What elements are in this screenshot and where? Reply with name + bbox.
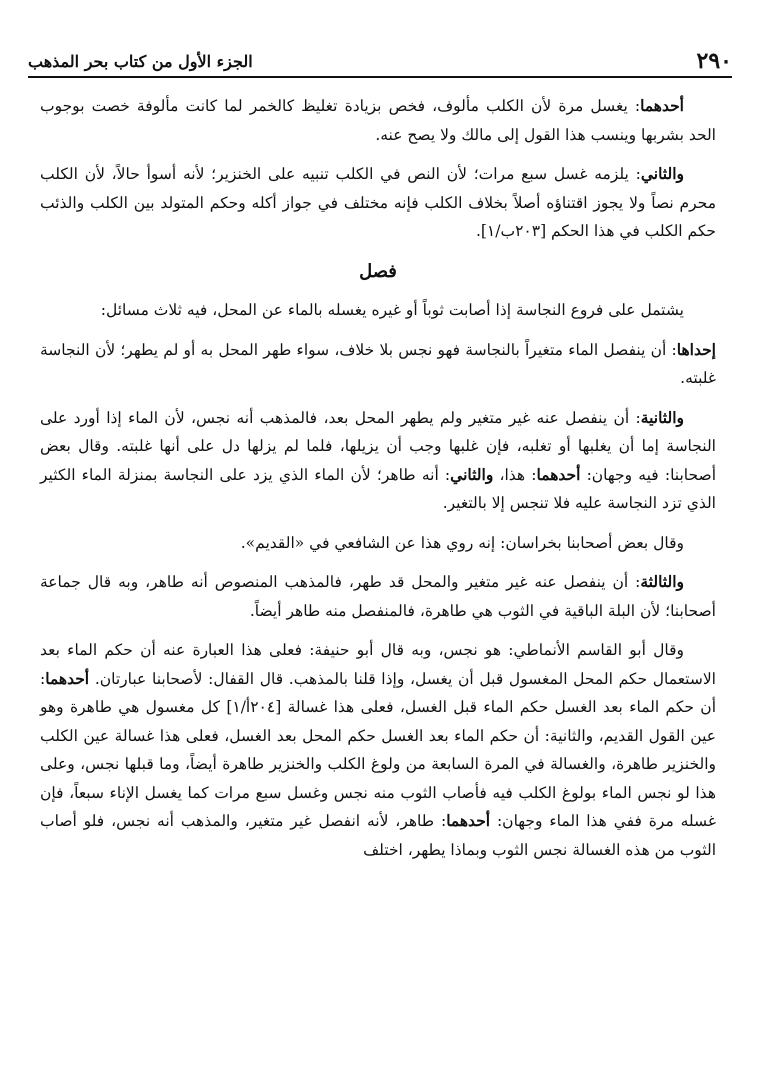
paragraph-text: يشتمل على فروع النجاسة إذا أصابت ثوباً أو غيره يغسله بالماء عن المحل، فيه ثلاث مسائل: [100,301,684,319]
paragraph-lead: والثاني [640,164,684,183]
inline-bold-term: أحدهما [45,668,90,688]
page-header [28,48,732,78]
paragraph-text: : أن ينفصل عنه غير متغير ولم يطهر المحل بعد، فالمذهب أنه نجس، لأن الماء إذا أورد على النجاسة إما أن يغلبها أو تغلبه، فإن غلبها وجب أن يزيلها، فلما لم يزلها دل على أنها غلبته. وقال بعض أصحابنا: فيه وجهان: [40,408,716,484]
paragraph-text: وقال أبو القاسم الأنماطي: هو نجس، وبه قال أبو حنيفة: فعلى هذا العبارة عنه أن حكم الماء بعد الاستعمال حكم المحل المغسول قبل أن يغسل، وإذا قلنا بالمذهب. قال القفال: لأصحابنا عبارتان. [40,641,716,688]
paragraph-text: : أن ينفصل الماء متغيراً بالنجاسة فهو نجس بلا خلاف، سواء طهر المحل به أو لم يطهر؛ لأن النجاسة غلبته. [40,340,716,387]
inline-bold-term: أحدهما [446,811,491,830]
paragraph-text: : أن ينفصل عنه غير متغير والمحل قد طهر، فالمذهب المنصوص أنه طاهر، وبه قال جماعة أصحابنا؛ لأن البلة الباقية في الثوب هي طاهرة، فالمنفصل منه طاهر أيضاً. [40,573,716,620]
paragraph-second-opinion [40,160,716,246]
paragraph-lead: إحداها [676,339,716,359]
paragraph-text: : أنه طاهر؛ لأن الماء الذي يزد على النجاسة بمنزلة الماء الكثير الذي تزد النجاسة عليه فلا تنجس إلا بالتغير. [40,465,716,512]
running-title: الجزء الأول من كتاب بحر المذهب [28,52,253,71]
paragraph-text: : هذا، [493,465,537,484]
page-number: ٢٩٠ [696,48,732,74]
paragraph-text: : يلزمه غسل سبع مرات؛ لأن النص في الكلب تنبيه على الخنزير؛ لأنه أسوأ حالاً، لأن الكلب محرم نصاً ولا يجوز اقتناؤه أصلاً بخلاف الكلب فإنه مختلف في جواز أكله وحكم المتولد بين الكلب والذئب حكم الكلب في هذا الحكم [٢٠٣ب/١]. [40,165,716,240]
paragraph-lead: والثالثة [640,572,684,591]
paragraph-lead: أحدهما [640,96,684,115]
paragraph-anmati [40,636,716,864]
paragraph-issue-two [40,404,716,518]
page-body [40,92,716,875]
paragraph-text: : يغسل مرة لأن الكلب مألوف، فخص بزيادة تغليظ كالخمر لما كانت مألوفة خصت بوجوب الحد بشربها وينسب هذا القول إلى مالك ولا يصح عنه. [40,97,716,144]
paragraph-khurasan [40,529,716,558]
paragraph-first-opinion [40,92,716,149]
paragraph-issue-three [40,568,716,625]
inline-bold-term: أحدهما [536,464,581,484]
paragraph-issue-one [40,336,716,393]
paragraph-lead: والثانية [640,407,684,427]
section-title: فصل [359,260,397,282]
paragraph-text: : أن حكم الماء بعد الغسل حكم الماء قبل الغسل، فعلى هذا غسالة [٢٠٤أ/١] كل مغسول هي طاهرة وهو عين القول القديم، والثانية: أن حكم الماء بعد الغسل حكم المحل بعد الغسل، فعلى هذا غسالة عين الكلب والخنزير طاهرة، والغسالة في المرة السابعة من ولوغ الكلب والخنزير طاهرة أيضاً، وما قبلها نجس، وعلى هذا لو نجس الماء بولوغ الكلب فيه فأصاب الثوب منه نجس وغسل سبع مرات كما يغسل الإناء سبعاً، فإن غسله مرة ففي هذا الماء وجهان: [40,669,717,830]
paragraph-text: : طاهر، لأنه انفصل غير متغير، والمذهب أنه نجس، فلو أصاب الثوب من هذه الغسالة نجس الثوب وبماذا يطهر، اختلف [40,812,716,859]
inline-bold-term: والثاني [450,464,494,484]
paragraph-text: وقال بعض أصحابنا بخراسان: إنه روي هذا عن الشافعي في «القديم». [240,533,684,552]
paragraph-intro [40,296,716,325]
